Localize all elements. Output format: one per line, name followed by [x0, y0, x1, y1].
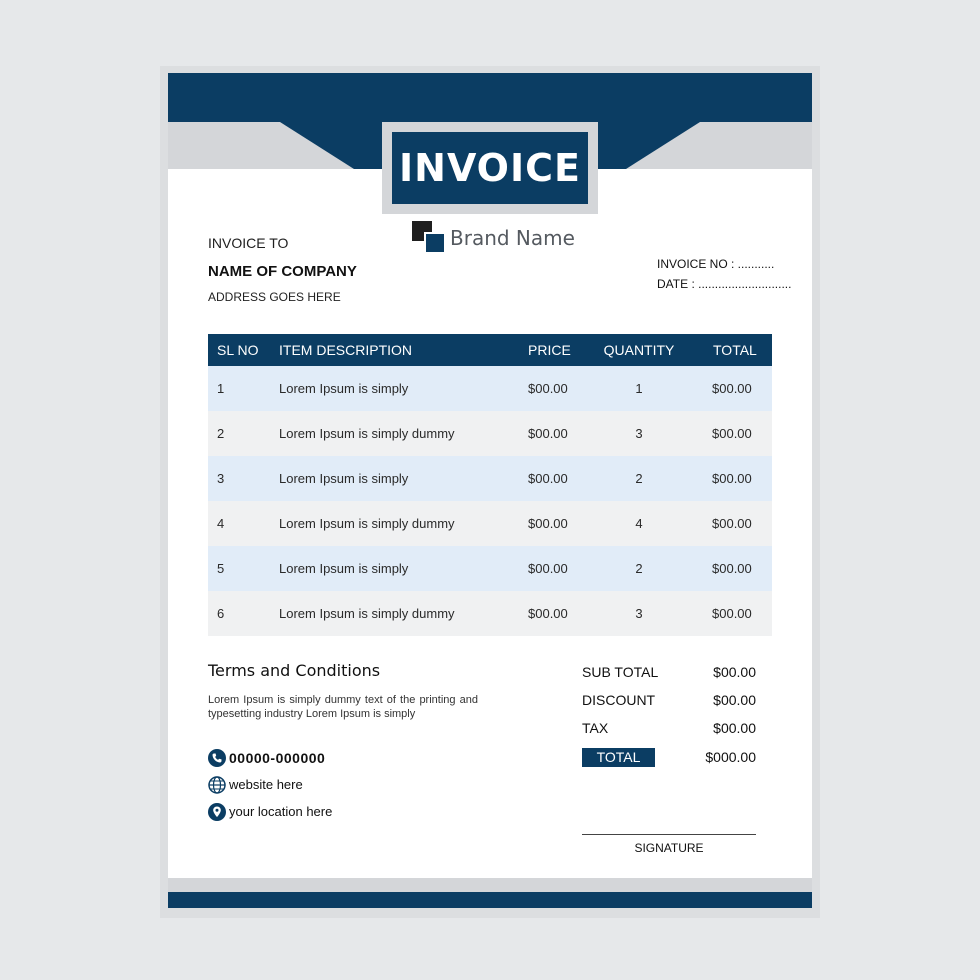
row-price: $00.00 — [528, 606, 568, 621]
invoice-title: INVOICE — [392, 132, 588, 204]
contact-location — [208, 802, 332, 821]
contact-website — [208, 775, 332, 794]
table-row — [208, 411, 772, 456]
row-description: Lorem Ipsum is simply — [279, 381, 409, 396]
subtotal-value: $00.00 — [713, 664, 756, 680]
row-description: Lorem Ipsum is simply dummy — [279, 516, 455, 531]
table-row — [208, 456, 772, 501]
tax-value: $00.00 — [713, 720, 756, 736]
discount-row — [582, 686, 756, 714]
col-quantity: QUANTITY — [603, 342, 675, 358]
row-quantity: 3 — [635, 606, 643, 621]
invoice-number: INVOICE NO : ........... — [657, 257, 775, 271]
contact-block — [208, 748, 332, 829]
subtotal-row — [582, 658, 756, 686]
row-quantity: 3 — [635, 426, 643, 441]
invoice-date: DATE : ............................ — [657, 277, 792, 291]
contact-phone — [208, 748, 332, 767]
col-total: TOTAL — [713, 342, 757, 358]
tax-label: TAX — [582, 720, 609, 736]
col-description: ITEM DESCRIPTION — [279, 342, 413, 358]
footer-gray-band — [168, 878, 812, 892]
row-quantity: 2 — [635, 561, 643, 576]
row-price: $00.00 — [528, 426, 568, 441]
location-pin-icon — [208, 803, 226, 821]
row-quantity: 1 — [635, 381, 643, 396]
tax-row — [582, 714, 756, 742]
row-description: Lorem Ipsum is simply dummy — [279, 426, 455, 441]
row-sl: 2 — [217, 426, 225, 441]
row-total: $00.00 — [712, 516, 752, 531]
website-text: website here — [229, 777, 303, 792]
col-price: PRICE — [528, 342, 571, 358]
terms-title: Terms and Conditions — [208, 661, 381, 680]
table-row — [208, 546, 772, 591]
col-sl-no: SL NO — [217, 342, 259, 358]
subtotal-label: SUB TOTAL — [582, 664, 659, 680]
bill-to-block — [208, 235, 357, 304]
row-total: $00.00 — [712, 426, 752, 441]
row-price: $00.00 — [528, 516, 568, 531]
row-sl: 5 — [217, 561, 225, 576]
row-price: $00.00 — [528, 381, 568, 396]
row-quantity: 4 — [635, 516, 643, 531]
signature-line — [582, 834, 756, 835]
row-total: $00.00 — [712, 561, 752, 576]
invoice-page — [168, 73, 812, 908]
brand-logo-icon — [412, 221, 446, 255]
invoice-to-label: INVOICE TO — [208, 235, 289, 251]
totals-block — [582, 658, 756, 767]
phone-number: 00000-000000 — [229, 749, 326, 766]
footer-blue-band — [168, 892, 812, 908]
row-sl: 4 — [217, 516, 225, 531]
row-quantity: 2 — [635, 471, 643, 486]
row-description: Lorem Ipsum is simply — [279, 471, 409, 486]
terms-block — [208, 661, 478, 721]
brand-name: Brand Name — [450, 226, 575, 250]
row-sl: 3 — [217, 471, 225, 486]
row-description: Lorem Ipsum is simply — [279, 561, 409, 576]
row-total: $00.00 — [712, 471, 752, 486]
discount-value: $00.00 — [713, 692, 756, 708]
items-table — [208, 334, 772, 636]
company-address: ADDRESS GOES HERE — [208, 290, 341, 304]
location-text: your location here — [229, 804, 333, 819]
phone-icon — [208, 749, 226, 767]
table-row — [208, 366, 772, 411]
brand — [412, 221, 575, 255]
row-price: $00.00 — [528, 561, 568, 576]
table-header — [208, 334, 772, 366]
invoice-meta — [657, 254, 791, 294]
row-sl: 6 — [217, 606, 225, 621]
table-row — [208, 591, 772, 636]
row-price: $00.00 — [528, 471, 568, 486]
grand-total-label: TOTAL — [582, 748, 655, 767]
row-sl: 1 — [217, 381, 225, 396]
signature-label: SIGNATURE — [634, 841, 704, 855]
row-total: $00.00 — [712, 381, 752, 396]
globe-icon — [208, 776, 226, 794]
row-total: $00.00 — [712, 606, 752, 621]
row-description: Lorem Ipsum is simply dummy — [279, 606, 455, 621]
table-row — [208, 501, 772, 546]
grand-total-row — [582, 747, 756, 767]
company-name: NAME OF COMPANY — [208, 263, 357, 280]
grand-total-value: $000.00 — [705, 749, 756, 765]
terms-body: Lorem Ipsum is simply dummy text of the printing and typesetting industry Lorem Ipsum is simply — [208, 694, 478, 720]
discount-label: DISCOUNT — [582, 692, 656, 708]
